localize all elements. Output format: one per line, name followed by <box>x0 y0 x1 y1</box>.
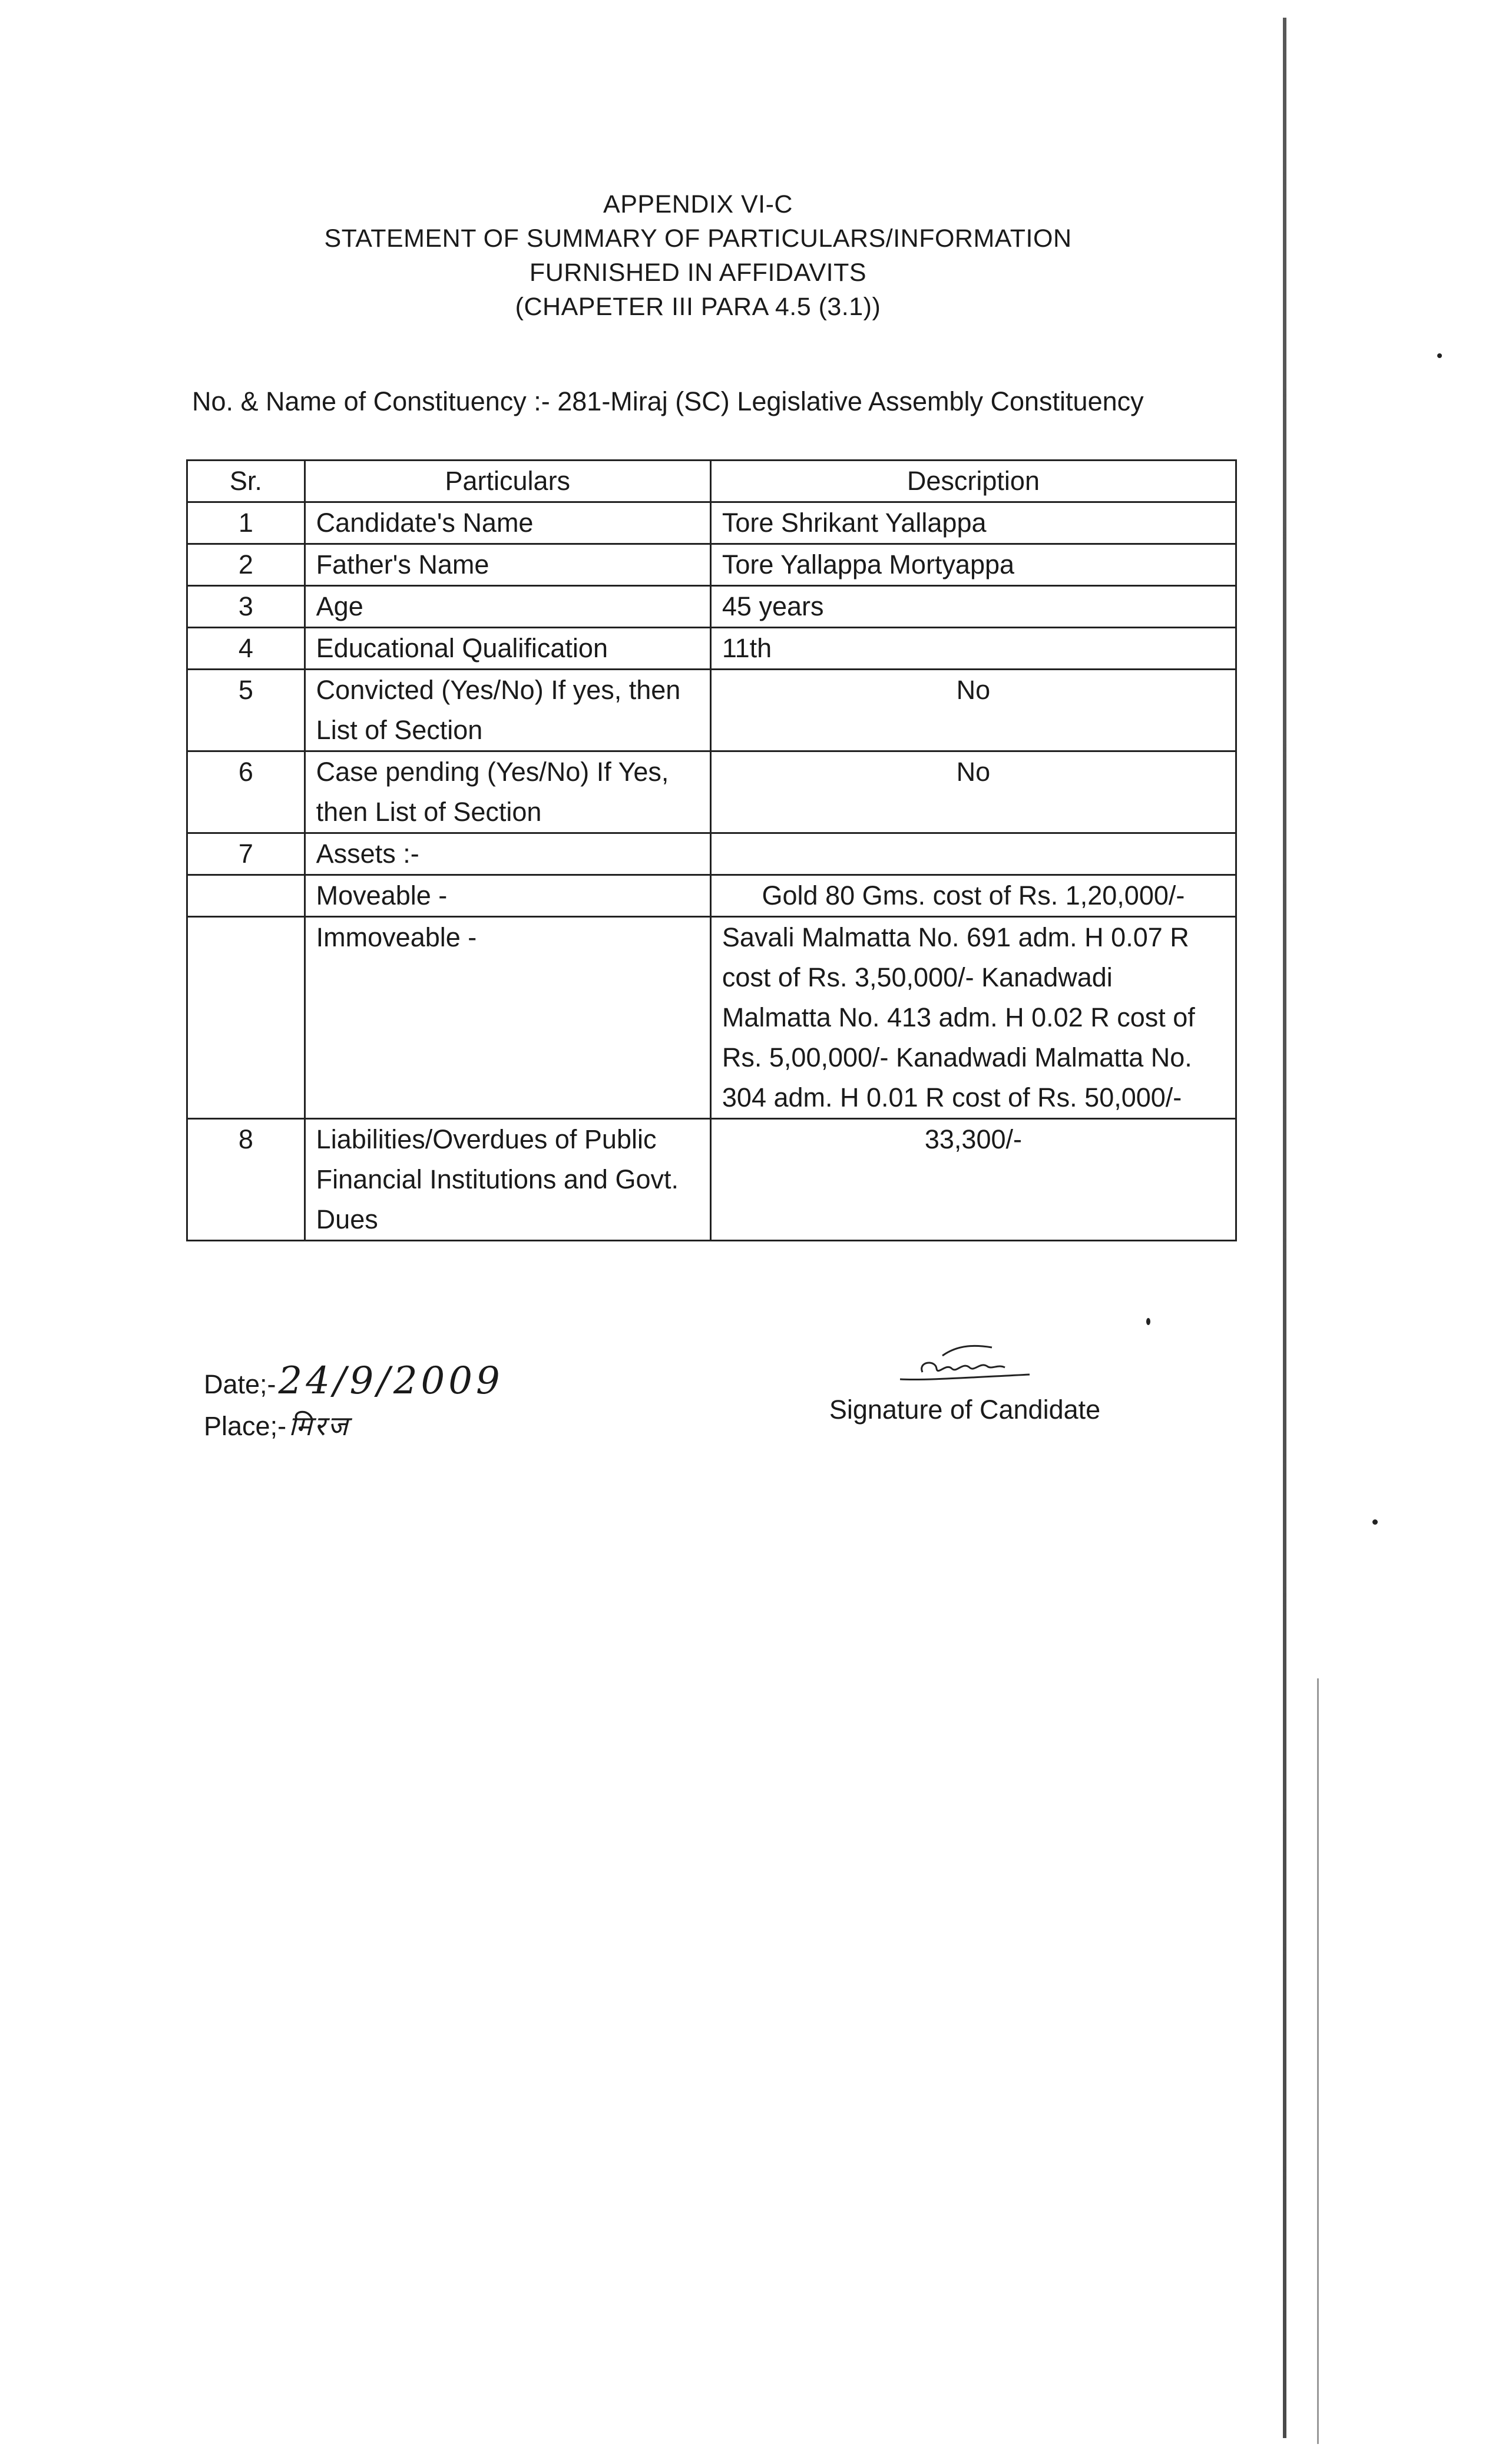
chapter-reference: (CHAPETER III PARA 4.5 (3.1)) <box>515 293 881 321</box>
row-sr: 7 <box>187 833 305 875</box>
statement-subtitle: FURNISHED IN AFFIDAVITS <box>529 259 867 287</box>
row-description: Savali Malmatta No. 691 adm. H 0.07 R cost of Rs. 3,50,000/- Kanadwadi Malmatta No. 413 adm. H 0.02 R cost of Rs. 5,00,000/- Kanadwadi Malmatta No. 304 adm. H 0.01 R cost of Rs. 50,000/- <box>710 917 1236 1119</box>
row-sr: 2 <box>187 544 305 586</box>
row-sr: 4 <box>187 628 305 670</box>
row-description: No <box>710 670 1236 751</box>
row-particulars: Convicted (Yes/No) If yes, then List of Section <box>305 670 710 751</box>
place-value: मिरज <box>289 1410 350 1442</box>
row-sr <box>187 875 305 917</box>
row-particulars: Assets :- <box>305 833 710 875</box>
row-description: No <box>710 751 1236 833</box>
row-description: Gold 80 Gms. cost of Rs. 1,20,000/- <box>710 875 1236 917</box>
table-row <box>187 544 1236 586</box>
statement-title: STATEMENT OF SUMMARY OF PARTICULARS/INFORMATION <box>324 224 1072 253</box>
table-row <box>187 875 1236 917</box>
row-particulars: Immoveable - <box>305 917 710 1119</box>
row-particulars: Candidate's Name <box>305 502 710 544</box>
scan-edge-line <box>1283 18 1286 2438</box>
row-sr: 6 <box>187 751 305 833</box>
row-particulars: Age <box>305 586 710 628</box>
table-row <box>187 586 1236 628</box>
row-description <box>710 833 1236 875</box>
row-description: Tore Yallappa Mortyappa <box>710 544 1236 586</box>
row-sr: 5 <box>187 670 305 751</box>
row-description: 33,300/- <box>710 1119 1236 1241</box>
header-particulars: Particulars <box>305 461 710 502</box>
scan-speck <box>1437 353 1442 358</box>
constituency-line: No. & Name of Constituency :- 281-Miraj (SC) Legislative Assembly Constituency <box>192 386 1144 416</box>
scan-speck <box>1372 1519 1378 1525</box>
date-place-block <box>204 1360 504 1447</box>
row-particulars: Father's Name <box>305 544 710 586</box>
row-sr: 1 <box>187 502 305 544</box>
table-header-row <box>187 461 1236 502</box>
table-row <box>187 751 1236 833</box>
scan-edge-line-secondary <box>1317 1678 1319 2444</box>
header-sr: Sr. <box>187 461 305 502</box>
row-sr: 3 <box>187 586 305 628</box>
table-row <box>187 670 1236 751</box>
table-row <box>187 917 1236 1119</box>
row-sr: 8 <box>187 1119 305 1241</box>
place-row <box>204 1405 504 1447</box>
row-particulars: Case pending (Yes/No) If Yes, then List of Section <box>305 751 710 833</box>
header-description: Description <box>710 461 1236 502</box>
date-label: Date;- <box>204 1369 276 1399</box>
signature-label: Signature of Candidate <box>829 1395 1101 1425</box>
scan-speck <box>1146 1318 1150 1325</box>
place-label: Place;- <box>204 1411 287 1441</box>
table-row <box>187 628 1236 670</box>
handwritten-signature <box>888 1338 1041 1391</box>
row-description: Tore Shrikant Yallappa <box>710 502 1236 544</box>
particulars-table <box>186 459 1237 1241</box>
row-description: 45 years <box>710 586 1236 628</box>
table-row <box>187 833 1236 875</box>
document-header <box>177 187 1219 324</box>
row-sr <box>187 917 305 1119</box>
row-particulars: Moveable - <box>305 875 710 917</box>
date-row <box>204 1360 504 1405</box>
signature-block <box>800 1338 1130 1425</box>
table-row <box>187 1119 1236 1241</box>
row-particulars: Liabilities/Overdues of Public Financial Institutions and Govt. Dues <box>305 1119 710 1241</box>
row-particulars: Educational Qualification <box>305 628 710 670</box>
date-value: 24/9/2009 <box>278 1359 504 1403</box>
appendix-title: APPENDIX VI-C <box>603 190 793 218</box>
table-row <box>187 502 1236 544</box>
row-description: 11th <box>710 628 1236 670</box>
